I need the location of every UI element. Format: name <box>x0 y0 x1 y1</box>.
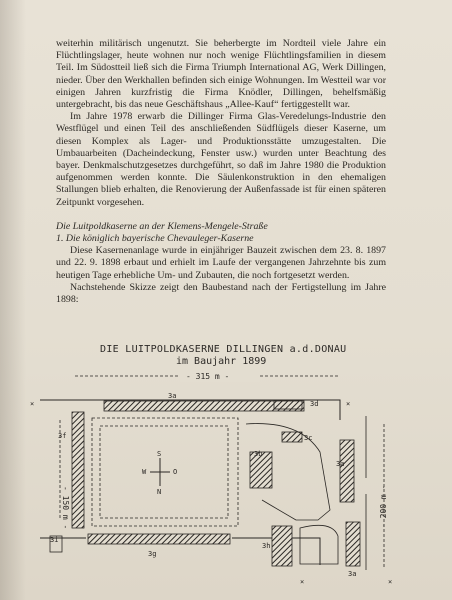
paragraph-3: Diese Kasernenanlage wurde in einjähriger Bauzeit zwischen dem 23. 8. 1897 und 22. 9. 1898 erbaut und erhielt im Laufe der vergangenen Jahrzehnte bis zum heutigen Tage erhebliche Um- und Zubauten, die noch fortgesetzt werden. <box>56 245 386 281</box>
compass-s: S <box>157 450 162 458</box>
label-3d: 3d <box>310 400 319 408</box>
building-3c <box>282 432 302 442</box>
building-3a-south <box>346 522 360 566</box>
label-3g: 3g <box>148 550 157 558</box>
body-text <box>56 38 386 306</box>
compass-w: W <box>142 468 147 476</box>
right-dimension <box>379 424 388 568</box>
label-3a-south: 3a <box>348 570 357 578</box>
svg-text:×: × <box>30 400 35 408</box>
building-3a-east <box>340 440 354 502</box>
label-3a-east: 3a <box>336 460 345 468</box>
top-dimension-label: - 315 m - <box>186 372 230 381</box>
barracks-site-plan <box>0 360 452 600</box>
label-3h: 3h <box>262 542 271 550</box>
sketch-caption-title: DIE LUITPOLDKASERNE DILLINGEN a.d.DONAU <box>100 344 347 355</box>
paragraph-1: weiterhin militärisch ungenutzt. Sie beherbergte im Nordteil viele Jahre ein Flüchtlingslager, heute wohnen nur noch wenige Flüchtlingsfamilien in diesem Teil. Im Südostteil ließ sich die Firma Triumph International AG, Werk Dillingen, nieder. Über den Werkhallen befinden sich einige Wohnungen. Im Westteil war vor einigen Jahren kurzfristig die Firma Knödler, Dillingen, behelfsmäßig untergebracht, bis das neue Geschäftshaus „Allee-Kauf“ fertiggestellt war. <box>56 38 386 111</box>
building-west-wing <box>72 412 84 528</box>
label-3i: 3i <box>50 536 59 544</box>
paragraph-2: Im Jahre 1978 erwarb die Dillinger Firma Glas-Veredelungs-Industrie den Westflügel und einen Teil des anschließenden Südflügels dieser Kaserne, um diesen Komplex als Lager- und Produktionsstätte umzugestalten. Die Umbauarbeiten (Dacheindeckung, Fenster usw.) wurden unter Beachtung des bayer. Denkmalschutzgesetzes durchgeführt, so daß im Jahre 1980 die Produktion aufgenommen werden konnte. Die Säulenkonstruktion in den ehemaligen Stallungen blieb erhalten, die Renovierung der Außenfassade ist für einen späteren Zeitpunkt vorgesehen. <box>56 111 386 208</box>
subsection-heading: 1. Die königlich bayerische Chevauleger-Kaserne <box>56 233 254 245</box>
compass-rose <box>142 450 177 496</box>
compass-n: N <box>157 488 162 496</box>
right-dimension-label: - 200 m - <box>379 484 388 528</box>
svg-text:×: × <box>346 400 351 408</box>
label-3a-north: 3a <box>168 392 177 400</box>
top-dimension <box>75 368 340 382</box>
svg-text:×: × <box>388 578 393 586</box>
left-dimension-label: - 150 m - <box>61 486 70 530</box>
label-3f: 3f <box>58 432 67 440</box>
paragraph-4: Nachstehende Skizze zeigt den Baubestand nach der Fertigstellung im Jahre 1898: <box>56 281 386 306</box>
building-3h <box>272 526 292 566</box>
compass-o: O <box>173 468 178 476</box>
building-south-wing <box>88 534 230 544</box>
label-3b: 3b <box>254 450 263 458</box>
label-3c: 3c <box>304 434 313 442</box>
svg-text:×: × <box>300 578 305 586</box>
section-heading: Die Luitpoldkaserne an der Klemens-Mengele-Straße <box>56 220 268 232</box>
sketch-caption-year: im Baujahr 1899 <box>176 356 267 367</box>
